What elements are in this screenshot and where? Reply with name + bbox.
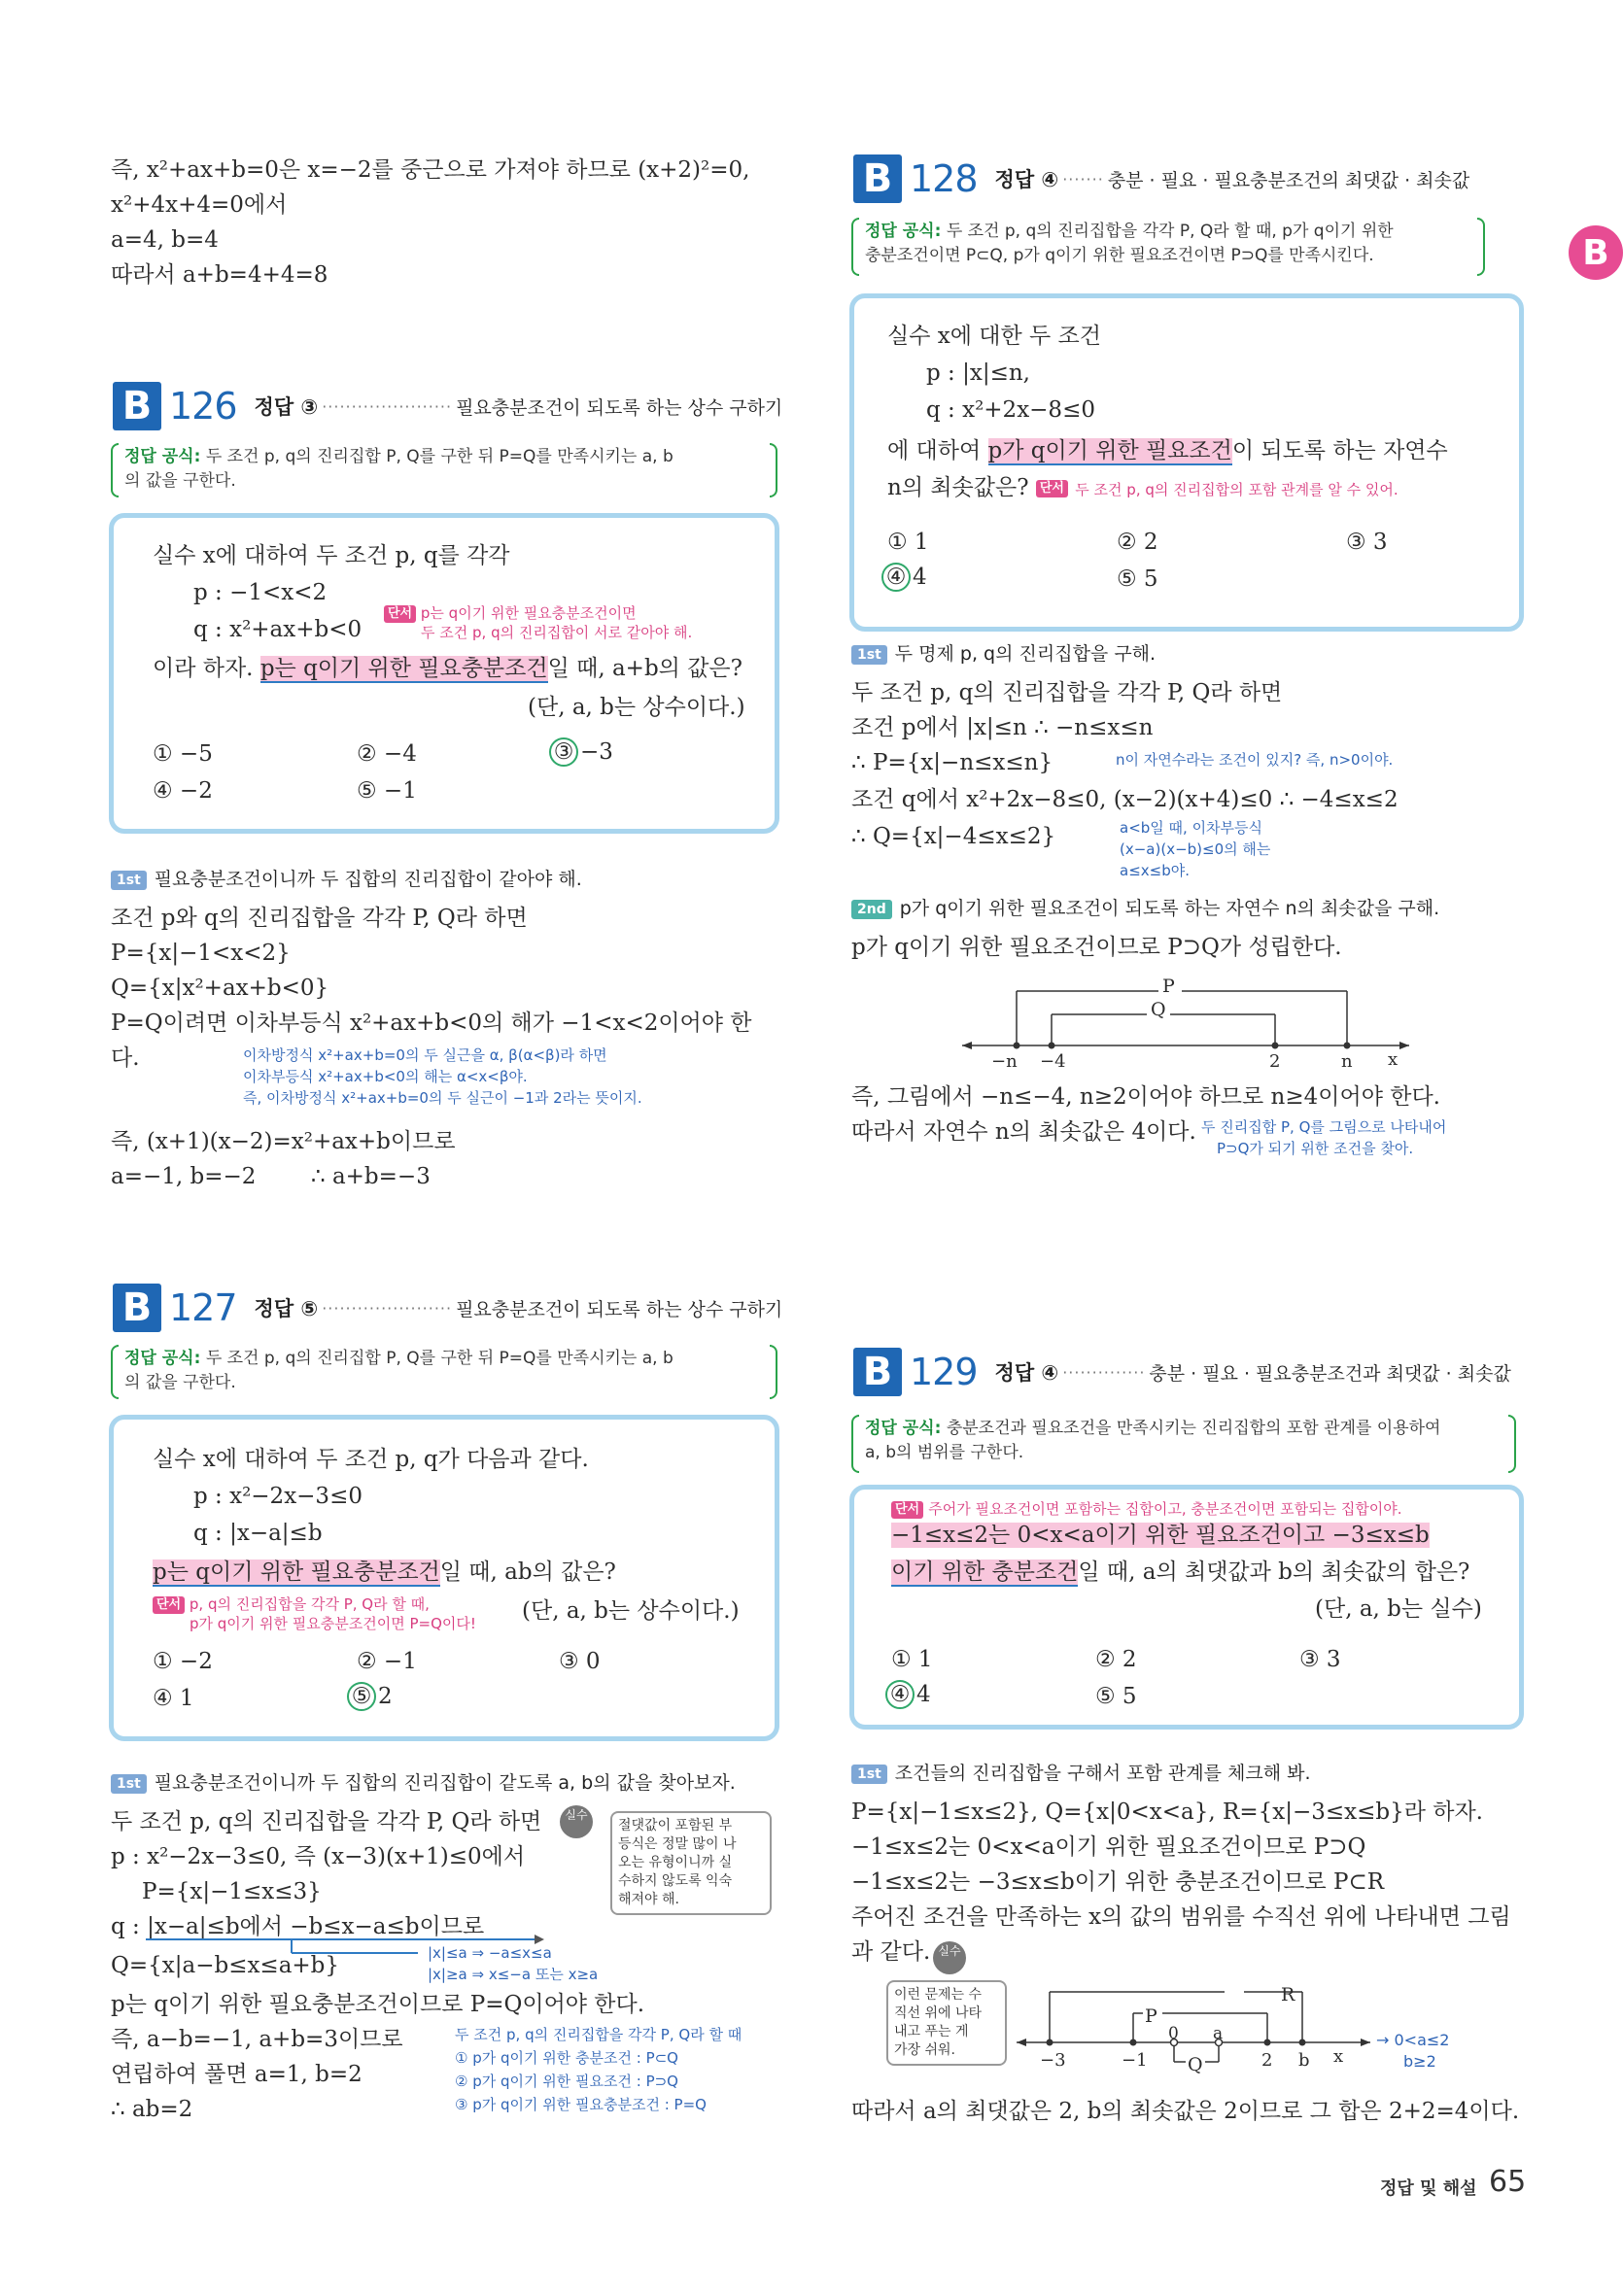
formula-box [851, 1415, 1516, 1473]
side-note: 즉, 이차방정식 x²+ax+b=0의 두 실근이 −1과 2라는 뜻이지. [243, 1089, 642, 1107]
formula-label: 정답 공식: [124, 447, 201, 466]
hint-note [384, 603, 692, 642]
choice: ③ 0 [559, 1649, 601, 1674]
choice: ② 2 [1117, 530, 1158, 555]
set-label-p: P [1145, 2005, 1157, 2027]
answer-circle: ④ [885, 1680, 915, 1709]
problem-header-126 [113, 379, 782, 433]
set-label-q: Q [1188, 2054, 1203, 2075]
tick-label: x [1388, 1049, 1399, 1070]
key-condition: p는 q이기 위한 필요충분조건 [259, 656, 548, 681]
problem-line: 실수 x에 대하여 두 조건 p, q를 각각 [153, 543, 510, 568]
problem-number: 128 [910, 157, 978, 200]
problem-line: 실수 x에 대하여 두 조건 p, q가 다음과 같다. [153, 1447, 589, 1472]
level-badge: B [113, 382, 161, 430]
level-badge: B [853, 1348, 902, 1396]
solution-line: ∴ ab=2 [111, 2097, 193, 2122]
step-tag: 1st [851, 645, 887, 665]
level-badge: B [113, 1284, 161, 1332]
solution-line: P={x|−1≤x≤2}, Q={x|0<x<a}, R={x|−3≤x≤b}라 하자. [851, 1799, 1483, 1825]
summary-note: ① p가 q이기 위한 충분조건 : P⊂Q [455, 2049, 678, 2067]
hint-text: 두 조건 p, q의 진리집합이 서로 같아야 해. [421, 624, 693, 641]
formula-box [851, 218, 1485, 276]
formula-box [111, 1345, 777, 1399]
choice-correct: ⑤ 2 [347, 1682, 393, 1711]
solution-line: Q={x|x²+ax+b<0} [111, 976, 329, 1001]
formula-label: 정답 공식: [865, 222, 942, 241]
formula-text: 의 값을 구한다. [124, 1373, 236, 1392]
problem-note: (단, a, b는 상수이다.) [522, 1598, 740, 1624]
side-note: 두 진리집합 P, Q를 그림으로 나타내어 [1201, 1118, 1447, 1136]
hint-text: p, q의 진리집합을 각각 P, Q라 할 때, [189, 1595, 430, 1613]
solution-line: 즉, (x+1)(x−2)=x²+ax+b이므로 [111, 1129, 456, 1154]
key-condition: −1≤x≤2는 0<x<a이기 위한 필요조건이고 −3≤x≤b [891, 1523, 1430, 1548]
choice-correct: ④ 4 [885, 1680, 931, 1709]
hint-tag: 단서 [384, 605, 416, 623]
formula-label: 정답 공식: [865, 1419, 942, 1438]
step-tag: 2nd [851, 900, 892, 919]
problem-box-129 [849, 1485, 1524, 1730]
choice: ④ −2 [153, 778, 213, 804]
formula-text: 두 조건 p, q의 진리집합을 각각 P, Q라 할 때, p가 q이기 위한 [946, 222, 1394, 241]
tick-label: b [1298, 2050, 1310, 2071]
problem-line [891, 1521, 1430, 1550]
problem-line: 실수 x에 대한 두 조건 [887, 324, 1101, 349]
solution-line: q : |x−a|≤b에서 −b≤x−a≤b이므로 [111, 1914, 485, 1939]
step-1: 1st 조건들의 진리집합을 구해서 포함 관계를 체크해 봐. [851, 1761, 1311, 1786]
solution-line: p는 q이기 위한 필요충분조건이므로 P=Q이어야 한다. [111, 1992, 645, 2017]
problem-line: p는 q이기 위한 필요충분조건일 때, ab의 값은? [153, 1559, 616, 1585]
tick-label: 0 [1168, 2024, 1179, 2043]
formula-text: 두 조건 p, q의 진리집합 P, Q를 구한 뒤 P=Q를 만족시키는 a, b [205, 447, 673, 466]
solution-line: ∴ a+b=−3 [311, 1164, 431, 1189]
problem-line: p : −1<x<2 [193, 580, 328, 605]
tick-label: −3 [1040, 2050, 1066, 2071]
formula-label: 정답 공식: [124, 1349, 201, 1368]
tick-label: −4 [1040, 1051, 1066, 1072]
problem-line: 에 대하여 p가 q이기 위한 필요조건이 되도록 하는 자연수 [887, 438, 1448, 463]
problem-note: (단, a, b는 실수) [1315, 1596, 1482, 1622]
side-note: 이차부등식 x²+ax+b<0의 해는 α<x<β야. [243, 1068, 528, 1085]
solution-line: 조건 q에서 x²+2x−8≤0, (x−2)(x+4)≤0 ∴ −4≤x≤2 [851, 787, 1399, 812]
section-tab-b: B [1569, 225, 1623, 280]
problem-line: p : |x|≤n, [926, 360, 1030, 386]
tick-label: x [1333, 2046, 1344, 2067]
choice: ⑤ −1 [357, 778, 417, 804]
side-note: a<b일 때, 이차부등식 [1120, 819, 1263, 837]
problem-line: q : x²+2x−8≤0 [926, 397, 1095, 423]
problem-line: q : |x−a|≤b [193, 1521, 323, 1546]
formula-text: 의 값을 구한다. [124, 471, 236, 491]
tip-box: 이런 문제는 수 직선 위에 나타 내고 푸는 게 가장 쉬워. [886, 1980, 1007, 2066]
text-line: 따라서 a+b=4+4=8 [111, 262, 328, 288]
choice-correct: ③ −3 [549, 737, 613, 767]
result-note: → 0<a≤2 [1376, 2031, 1450, 2049]
page-number: 65 [1489, 2165, 1527, 2199]
level-badge: B [853, 154, 902, 203]
solution-line: 주어진 조건을 만족하는 x의 값의 범위를 수직선 위에 나타내면 그림 [851, 1904, 1511, 1930]
abs-note: |x|≤a ⇒ −a≤x≤a [428, 1944, 552, 1962]
answer-label: 정답 ③ [254, 395, 319, 419]
problem-header-129 [853, 1345, 1511, 1399]
topic-title: 충분 · 필요 · 필요충분조건의 최댓값 · 최솟값 [1107, 169, 1470, 191]
tick-label: 2 [1261, 2050, 1273, 2071]
solution-line: a=−1, b=−2 [111, 1164, 257, 1189]
tip-box: 절댓값이 포함된 부 등식은 정말 많이 나 오는 유형이니까 실 수하지 않도록 익숙 해져야 해. [610, 1811, 772, 1915]
key-condition: p는 q이기 위한 필요충분조건 [153, 1559, 440, 1585]
topic-title: 필요충분조건이 되도록 하는 상수 구하기 [456, 1298, 783, 1320]
silsu-badge: 실수 [933, 1941, 966, 1974]
summary-note: ③ p가 q이기 위한 필요충분조건 : P=Q [455, 2096, 707, 2113]
formula-text: 두 조건 p, q의 진리집합 P, Q를 구한 뒤 P=Q를 만족시키는 a, b [205, 1349, 673, 1368]
topic-title: 충분 · 필요 · 필요충분조건과 최댓값 · 최솟값 [1149, 1362, 1511, 1385]
hint-tag: 단서 [891, 1501, 923, 1519]
step-tag: 1st [111, 871, 147, 890]
hint-text: 두 조건 p, q의 진리집합의 포함 관계를 알 수 있어. [1075, 481, 1399, 498]
solution-line: 조건 p에서 |x|≤n ∴ −n≤x≤n [851, 715, 1154, 740]
solution-line: P=Q이려면 이차부등식 x²+ax+b<0의 해가 −1<x<2이어야 한 [111, 1011, 752, 1036]
solution-line: P={x|−1≤x≤3} [142, 1879, 322, 1904]
choice: ⑤ 5 [1117, 566, 1158, 592]
solution-line: ∴ Q={x|−4≤x≤2} [851, 824, 1056, 849]
problem-line: 이라 하자. p는 q이기 위한 필요충분조건일 때, a+b의 값은? [153, 656, 742, 681]
text-line: 즉, x²+ax+b=0은 x=−2를 중근으로 가져야 하므로 (x+2)²=0, [111, 157, 750, 183]
summary-note: 두 조건 p, q의 진리집합을 각각 P, Q라 할 때 [455, 2026, 742, 2043]
step-tag: 1st [851, 1765, 887, 1784]
answer-circle: ③ [549, 737, 578, 767]
number-line-diagram [962, 972, 1429, 1069]
hint-note [891, 1499, 1402, 1519]
solution-line: Q={x|a−b≤x≤a+b} [111, 1953, 340, 1978]
problem-number: 129 [910, 1351, 978, 1393]
step-1: 1st 필요충분조건이니까 두 집합의 진리집합이 같아야 해. [111, 867, 582, 892]
solution-line: 연립하여 풀면 a=1, b=2 [111, 2062, 363, 2087]
problem-header-128 [853, 152, 1469, 206]
leader-dots: ·············· [1062, 1362, 1146, 1382]
solution-line: −1≤x≤2는 −3≤x≤b이기 위한 충분조건이므로 P⊂R [851, 1869, 1385, 1895]
problem-number: 127 [169, 1286, 237, 1329]
solution-line: 즉, a−b=−1, a+b=3이므로 [111, 2027, 403, 2052]
problem-note: (단, a, b는 상수이다.) [528, 695, 745, 720]
answer-label: 정답 ④ [994, 168, 1059, 191]
text-line: a=4, b=4 [111, 227, 219, 253]
summary-note: ② p가 q이기 위한 필요조건 : P⊃Q [455, 2073, 678, 2090]
text-line: x²+4x+4=0에서 [111, 192, 288, 218]
choice: ④ 1 [153, 1686, 194, 1711]
side-note: n이 자연수라는 조건이 있지? 즉, n>0이야. [1116, 751, 1394, 769]
key-condition: p가 q이기 위한 필요조건 [987, 438, 1232, 463]
solution-line: ∴ P={x|−n≤x≤n} [851, 750, 1053, 775]
set-label-r: R [1281, 1984, 1295, 2005]
result-note: b≥2 [1403, 2052, 1436, 2071]
solution-line: 따라서 a의 최댓값은 2, b의 최솟값은 2이므로 그 합은 2+2=4이다. [851, 2099, 1520, 2124]
solution-line: 두 조건 p, q의 진리집합을 각각 P, Q라 하면 [851, 680, 1283, 705]
answer-circle: ④ [881, 563, 911, 592]
problem-header-127 [113, 1281, 782, 1335]
choice-correct: ④ 4 [881, 563, 927, 592]
choice: ② −4 [357, 741, 417, 767]
formula-text: 충분조건이면 P⊂Q, p가 q이기 위한 필요조건이면 P⊃Q를 만족시킨다. [865, 246, 1374, 265]
choice: ⑤ 5 [1095, 1684, 1137, 1709]
solution-line: 조건 p와 q의 진리집합을 각각 P, Q라 하면 [111, 906, 528, 931]
topic-title: 필요충분조건이 되도록 하는 상수 구하기 [456, 396, 783, 419]
side-note: P⊃Q가 되기 위한 조건을 찾아. [1217, 1140, 1414, 1157]
formula-text: a, b의 범위를 구한다. [865, 1443, 1024, 1462]
tick-label: −1 [1122, 2050, 1148, 2071]
answer-label: 정답 ④ [994, 1361, 1059, 1385]
choice: ② −1 [357, 1649, 417, 1674]
choice: ③ 3 [1346, 530, 1388, 555]
tick-label: n [1341, 1051, 1353, 1072]
tick-label: a [1213, 2024, 1224, 2043]
problem-line: n의 최솟값은? 단서 두 조건 p, q의 진리집합의 포함 관계를 알 수 있어. [887, 475, 1399, 500]
abs-note: |x|≥a ⇒ x≤−a 또는 x≥a [428, 1966, 599, 1983]
problem-number: 126 [169, 385, 237, 428]
leader-dots: ······· [1062, 169, 1104, 188]
choice: ① 1 [887, 530, 929, 555]
step-2: 2nd p가 q이기 위한 필요조건이 되도록 하는 자연수 n의 최솟값을 구해. [851, 896, 1439, 921]
problem-box-126 [109, 513, 779, 834]
choice: ① 1 [891, 1647, 933, 1672]
hint-tag: 단서 [153, 1596, 185, 1614]
problem-line: 이기 위한 충분조건일 때, a의 최댓값과 b의 최솟값의 합은? [891, 1559, 1470, 1585]
step-1: 1st 두 명제 p, q의 진리집합을 구해. [851, 641, 1156, 667]
solution-line: p : x²−2x−3≤0, 즉 (x−3)(x+1)≤0에서 [111, 1844, 526, 1869]
choice: ① −2 [153, 1649, 213, 1674]
solution-line: 다. [111, 1045, 140, 1071]
choice: ③ 3 [1299, 1647, 1341, 1672]
set-label-q: Q [1151, 999, 1166, 1020]
problem-box-127 [109, 1415, 779, 1741]
hint-tag: 단서 [1036, 480, 1068, 497]
tick-label: −n [991, 1051, 1018, 1072]
leader-dots: ······················ [322, 1298, 453, 1318]
problem-line: q : x²+ax+b<0 [193, 617, 363, 642]
choice: ① −5 [153, 741, 213, 767]
step-tag: 1st [111, 1774, 147, 1794]
hint-note [153, 1594, 476, 1633]
solution-line: 과 같다. [851, 1939, 931, 1965]
solution-line: 즉, 그림에서 −n≤−4, n≥2이어야 하므로 n≥4이어야 한다. [851, 1084, 1440, 1110]
hint-text: p는 q이기 위한 필요충분조건이면 [420, 604, 637, 622]
choice: ② 2 [1095, 1647, 1137, 1672]
formula-box [111, 443, 777, 497]
problem-line: p : x²−2x−3≤0 [193, 1484, 363, 1509]
silsu-badge: 실수 [560, 1805, 593, 1838]
answer-circle: ⑤ [347, 1682, 376, 1711]
side-note: (x−a)(x−b)≤0의 해는 [1120, 840, 1271, 858]
footer-label: 정답 및 해설 [1380, 2178, 1477, 2199]
step-1: 1st 필요충분조건이니까 두 집합의 진리집합이 같도록 a, b의 값을 찾아보자. [111, 1770, 736, 1796]
side-note: 이차방정식 x²+ax+b=0의 두 실근을 α, β(α<β)라 하면 [243, 1046, 607, 1064]
leader-dots: ······················ [322, 396, 453, 416]
solution-line: p가 q이기 위한 필요조건이므로 P⊃Q가 성립한다. [851, 935, 1342, 960]
solution-line: 따라서 자연수 n의 최솟값은 4이다. [851, 1119, 1196, 1145]
hint-text: 주어가 필요조건이면 포함하는 집합이고, 충분조건이면 포함되는 집합이야. [928, 1500, 1402, 1518]
tick-label: 2 [1269, 1051, 1281, 1072]
key-condition: 이기 위한 충분조건 [891, 1559, 1079, 1585]
problem-box-128 [849, 293, 1524, 632]
solution-line: −1≤x≤2는 0<x<a이기 위한 필요조건이므로 P⊃Q [851, 1834, 1366, 1860]
hint-text: p가 q이기 위한 필요충분조건이면 P=Q이다! [190, 1615, 476, 1632]
formula-text: 충분조건과 필요조건을 만족시키는 진리집합의 포함 관계를 이용하여 [946, 1419, 1441, 1438]
set-label-p: P [1162, 976, 1175, 997]
side-note: a≤x≤b야. [1120, 862, 1190, 879]
solution-line: P={x|−1<x<2} [111, 941, 291, 966]
answer-label: 정답 ⑤ [254, 1297, 319, 1320]
solution-line: 두 조건 p, q의 진리집합을 각각 P, Q라 하면 [111, 1809, 542, 1834]
